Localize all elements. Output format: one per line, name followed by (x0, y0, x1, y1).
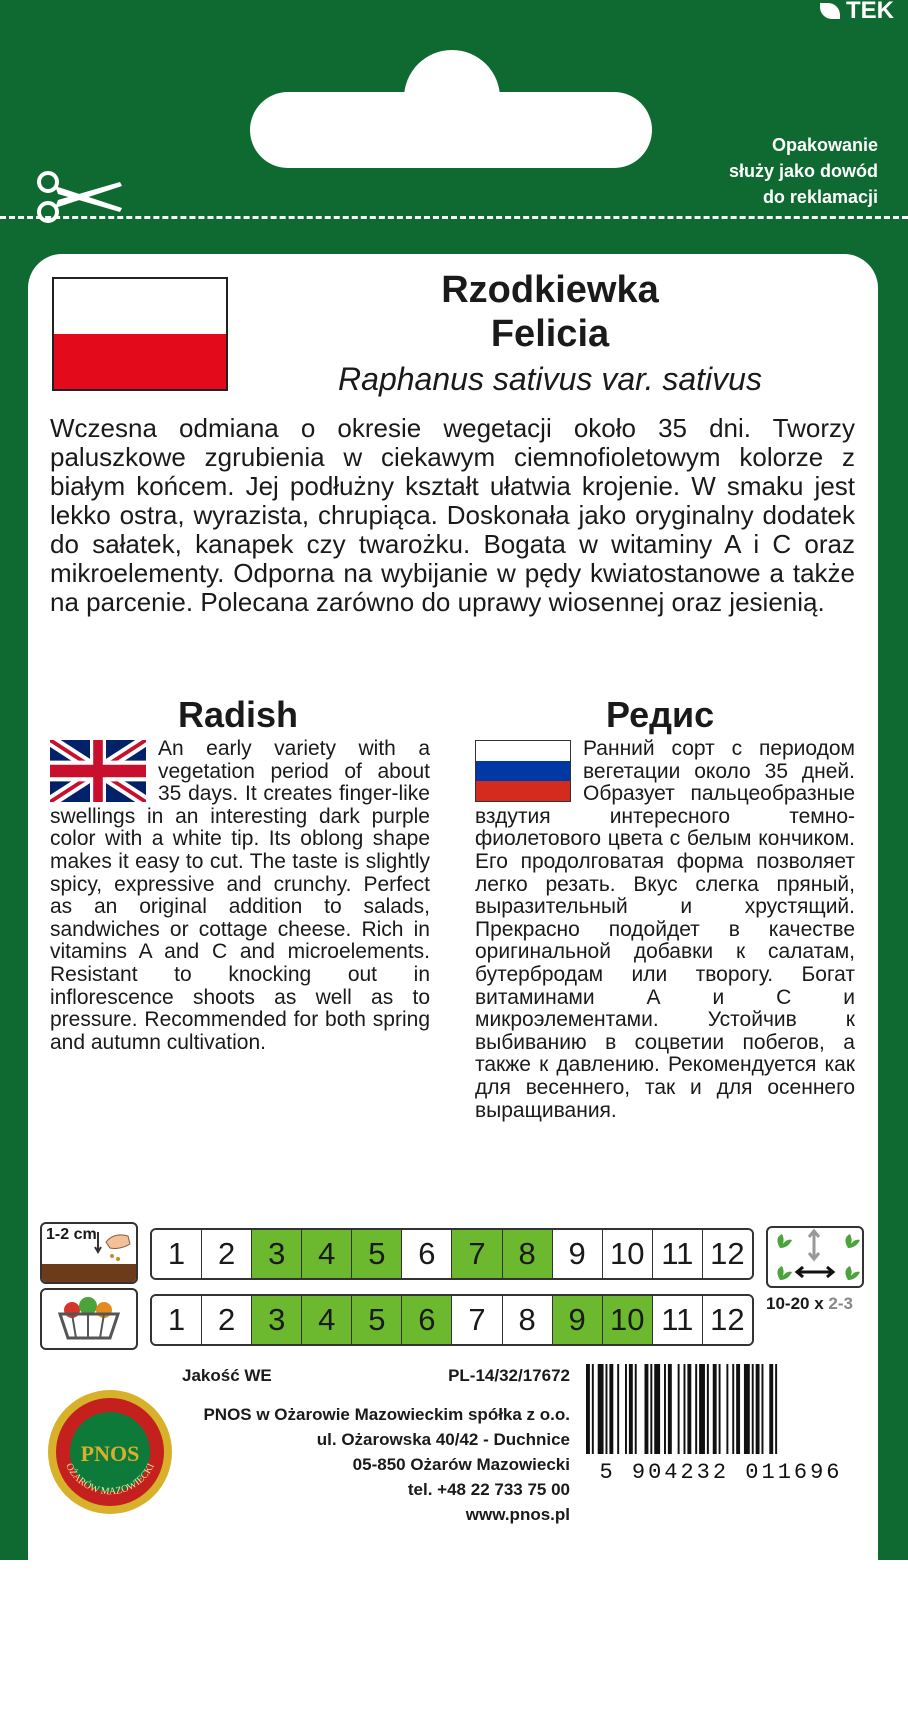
plant-spacing-icon (766, 1226, 864, 1288)
harvest-month-10: 10 (603, 1296, 653, 1344)
spacing-arrows-icon (768, 1228, 862, 1286)
svg-text:PNOS: PNOS (80, 1441, 140, 1466)
complaint-notice-line: do reklamacji (762, 187, 878, 207)
plant-spacing-text (766, 1294, 853, 1314)
variety-name: Felicia (490, 313, 610, 355)
harvest-month-6: 6 (402, 1296, 452, 1344)
sowing-month-3: 3 (252, 1230, 302, 1278)
russian-section (475, 738, 855, 1122)
description-russian: Ранний сорт с периодом вегетации около 35 дней. Образует пальцеобразные вздутия интересного темно-фиолетового цвета с белым кончиком. Его продолговатая форма позволяет легко резать. Вкус слегка пряный, выразительный и хрустящий. Прекрасно подойдет в качестве оригинальной добавки к салатам, бутербродам или творогу. Богат витаминами А и С и микроэлементами. Устойчив к выбиванию в соцветии побегов, а также к давлению. Рекомендуется как для весеннего, так и для осеннего выращивания. (475, 737, 855, 1122)
russia-flag-icon (475, 740, 571, 802)
sowing-calendar (150, 1228, 754, 1280)
harvest-month-7: 7 (452, 1296, 502, 1344)
harvest-month-3: 3 (252, 1296, 302, 1344)
latin-name: Raphanus sativus var. sativus (338, 361, 762, 397)
cut-line (0, 216, 908, 219)
svg-text:5 904232 011696: 5 904232 011696 (599, 1460, 843, 1482)
sowing-month-5: 5 (352, 1230, 402, 1278)
sowing-month-11: 11 (653, 1230, 703, 1278)
quality-label: Jakość WE (182, 1366, 272, 1385)
city-address: 05-850 Ożarów Mazowiecki (352, 1455, 570, 1474)
harvest-month-1: 1 (152, 1296, 202, 1344)
hand-sowing-icon (90, 1228, 134, 1262)
soil-strip (42, 1264, 136, 1282)
harvest-month-8: 8 (503, 1296, 553, 1344)
uk-flag-icon (50, 740, 146, 802)
sowing-month-10: 10 (603, 1230, 653, 1278)
harvest-month-4: 4 (302, 1296, 352, 1344)
description-polish: Wczesna odmiana o okresie wegetacji około 35 dni. Tworzy paluszkowe zgrubienia w ciekawym ciemnofioletowym kolorze z białym końcem. Jej podłużny kształt ułatwia krojenie. W smaku jest lekko ostra, wyrazista, chrupiąca. Doskonała jako oryginalny dodatek do sałatek, kanapek czy twarożku. Bogata w witaminy A i C oraz mikroelementy. Odporna na wybijanie w pędy kwiatostanowe a także na parcenie. Polecana zarówno do uprawy wiosennej oraz jesienią. (50, 413, 855, 617)
certificate-number: PL-14/32/17672 (448, 1366, 570, 1385)
english-section (50, 738, 430, 1054)
row-spacing: 10-20 x (766, 1294, 824, 1313)
sowing-depth-label: 1-2 cm (46, 1226, 97, 1243)
svg-text:OŻARÓW MAZOWIECKI: OŻARÓW MAZOWIECKI (63, 1461, 157, 1498)
scissors-icon (34, 168, 128, 228)
english-heading: Radish (178, 694, 299, 735)
sowing-month-8: 8 (503, 1230, 553, 1278)
company-name: PNOS w Ożarowie Mazowieckim spółka z o.o. (203, 1405, 570, 1424)
complaint-notice-line: Opakowanie (771, 135, 878, 155)
harvest-month-2: 2 (202, 1296, 252, 1344)
leaf-icon (820, 3, 840, 19)
sowing-month-9: 9 (553, 1230, 603, 1278)
description-english: An early variety with a vegetation period of about 35 days. It creates finger-like swellings in an interesting dark purple color with a white tip. Its oblong shape makes it easy to cut. The taste is slightly spicy, expressive and crunchy. Perfect as an original addition to salads, sandwiches or cottage cheese. Rich in vitamins A and C and microelements. Resistant to knocking out in inflorescence shoots as well as to pressure. Recommended for both spring and autumn cultivation. (50, 737, 430, 1054)
harvest-month-5: 5 (352, 1296, 402, 1344)
harvest-month-12: 12 (703, 1296, 752, 1344)
russian-heading: Редис (606, 694, 715, 735)
barcode-icon (584, 1364, 858, 1482)
harvest-month-9: 9 (553, 1296, 603, 1344)
complaint-notice-line: służy jako dowód (728, 161, 878, 181)
complaint-notice (618, 132, 878, 210)
poland-flag-icon (52, 277, 228, 391)
harvest-month-11: 11 (653, 1296, 703, 1344)
phone-number: tel. +48 22 733 75 00 (407, 1480, 570, 1499)
sowing-month-12: 12 (703, 1230, 752, 1278)
website-link[interactable]: www.pnos.pl (465, 1505, 570, 1524)
brand-mark (820, 0, 894, 22)
basket-icon (42, 1290, 136, 1348)
sowing-month-1: 1 (152, 1230, 202, 1278)
harvest-basket-icon (40, 1288, 138, 1350)
sowing-month-7: 7 (452, 1230, 502, 1278)
company-address (150, 1402, 570, 1527)
street-address: ul. Ożarowska 40/42 - Duchnice (316, 1430, 570, 1449)
plant-spacing: 2-3 (828, 1294, 853, 1313)
hang-hole (250, 92, 652, 168)
harvest-calendar (150, 1294, 754, 1346)
sowing-month-4: 4 (302, 1230, 352, 1278)
sowing-depth-icon (40, 1222, 138, 1284)
product-name: Rzodkiewka (441, 269, 659, 311)
sowing-month-6: 6 (402, 1230, 452, 1278)
sowing-month-2: 2 (202, 1230, 252, 1278)
brand-mark-text: TEK (846, 0, 894, 24)
